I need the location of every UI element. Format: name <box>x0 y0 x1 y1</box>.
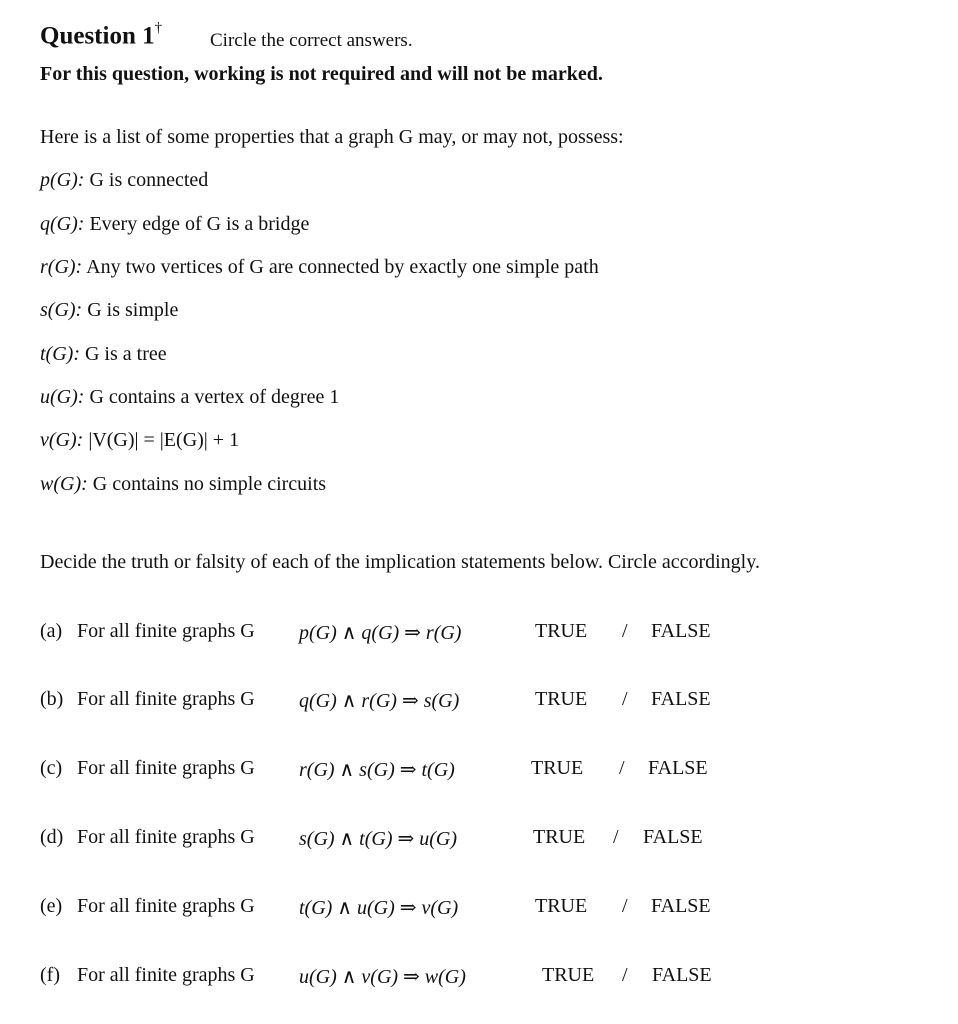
question-title-text: Question 1 <box>40 22 155 50</box>
part-d-expression: s(G) ∧ t(G) ⇒ u(G) <box>299 828 458 850</box>
property-label: q(G): <box>40 213 85 235</box>
part-e-expression: t(G) ∧ u(G) ⇒ v(G) <box>299 897 459 919</box>
property-text: G is a tree <box>84 343 167 365</box>
property-label: u(G): <box>40 386 85 408</box>
part-a-slash: / <box>622 620 628 642</box>
question-note: For this question, working is not required and will not be marked. <box>40 63 603 85</box>
decide-text: Decide the truth or falsity of each of the implication statements below. Circle accordingly. <box>40 551 760 573</box>
part-c-false-option[interactable]: FALSE <box>648 757 708 779</box>
property-label: p(G): <box>40 169 85 191</box>
part-e-false-option[interactable]: FALSE <box>651 895 711 917</box>
part-e-slash: / <box>622 895 628 917</box>
part-f-true-option[interactable]: TRUE <box>542 964 595 986</box>
part-d-label: (d) <box>40 826 64 848</box>
property-w <box>40 473 326 496</box>
question-title <box>40 22 162 50</box>
part-c-true-option[interactable]: TRUE <box>531 757 584 779</box>
part-c-slash: / <box>619 757 625 779</box>
property-label: t(G): <box>40 343 80 365</box>
property-u <box>40 386 339 409</box>
part-f-label: (f) <box>40 964 60 986</box>
part-d-true-option[interactable]: TRUE <box>533 826 586 848</box>
part-d-slash: / <box>613 826 619 848</box>
part-a-false-option[interactable]: FALSE <box>651 620 711 642</box>
property-q <box>40 213 309 236</box>
part-c-statement: For all finite graphs G <box>77 757 255 779</box>
property-p <box>40 169 208 192</box>
property-text: Every edge of G is a bridge <box>89 213 310 235</box>
part-e-statement: For all finite graphs G <box>77 895 255 917</box>
property-v <box>40 429 239 452</box>
part-f-slash: / <box>622 964 628 986</box>
part-b-false-option[interactable]: FALSE <box>651 688 711 710</box>
part-b-label: (b) <box>40 688 64 710</box>
part-f-false-option[interactable]: FALSE <box>652 964 712 986</box>
part-b-true-option[interactable]: TRUE <box>535 688 588 710</box>
part-f-expression: u(G) ∧ v(G) ⇒ w(G) <box>299 966 466 988</box>
part-e-label: (e) <box>40 895 63 917</box>
part-b-slash: / <box>622 688 628 710</box>
part-e-true-option[interactable]: TRUE <box>535 895 588 917</box>
property-t <box>40 343 167 366</box>
property-s <box>40 299 178 322</box>
part-b-expression: q(G) ∧ r(G) ⇒ s(G) <box>299 690 460 712</box>
part-d-false-option[interactable]: FALSE <box>643 826 703 848</box>
part-f-statement: For all finite graphs G <box>77 964 255 986</box>
part-c-expression: r(G) ∧ s(G) ⇒ t(G) <box>299 759 455 781</box>
property-label: w(G): <box>40 473 88 495</box>
property-text: |V(G)| = |E(G)| + 1 <box>88 429 240 451</box>
property-text: G contains a vertex of degree 1 <box>89 386 340 408</box>
property-label: r(G): <box>40 256 83 278</box>
part-a-expression: p(G) ∧ q(G) ⇒ r(G) <box>299 622 462 644</box>
part-a-statement: For all finite graphs G <box>77 620 255 642</box>
property-r <box>40 256 599 279</box>
property-text: G is simple <box>87 299 179 321</box>
intro-text: Here is a list of some properties that a graph G may, or may not, possess: <box>40 126 624 148</box>
part-b-statement: For all finite graphs G <box>77 688 255 710</box>
property-text: G contains no simple circuits <box>92 473 327 495</box>
property-text: G is connected <box>89 169 209 191</box>
question-instruction: Circle the correct answers. <box>210 30 413 51</box>
part-c-label: (c) <box>40 757 63 779</box>
property-text: Any two vertices of G are connected by exactly one simple path <box>86 256 599 278</box>
part-d-statement: For all finite graphs G <box>77 826 255 848</box>
property-label: s(G): <box>40 299 83 321</box>
part-a-true-option[interactable]: TRUE <box>535 620 588 642</box>
property-label: v(G): <box>40 429 84 451</box>
dagger-mark: † <box>154 20 163 36</box>
part-a-label: (a) <box>40 620 63 642</box>
